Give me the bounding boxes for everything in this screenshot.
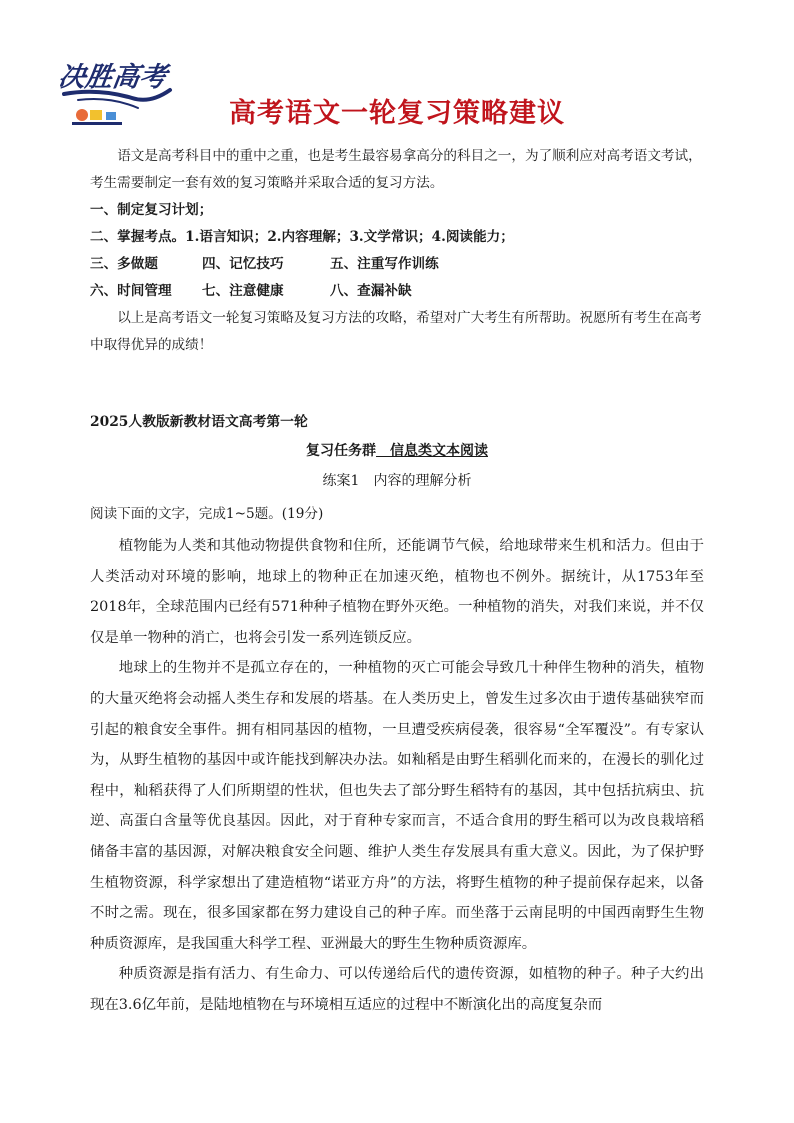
outline-item-7: 七、注意健康 [202,283,284,299]
task-group-prefix: 复习任务群 [306,443,376,459]
page-title: 高考语文一轮复习策略建议 [229,98,565,129]
intro-paragraph: 语文是高考科目中的重中之重，也是考生最容易拿高分的科目之一，为了顺利应对高考语文考试，考生需要制定一套有效的复习策略并采取合适的复习方法。 [90,148,702,191]
outline-item-2: 二、掌握考点。1.语言知识；2.内容理解；3.文学常识；4.阅读能力； [90,229,514,245]
lesson-title: 练案1 内容的理解分析 [322,473,472,489]
outline-item-4: 四、记忆技巧 [202,256,284,272]
closing-paragraph: 以上是高考语文一轮复习策略及复习方法的攻略，希望对广大考生有所帮助。祝愿所有考生在高考中取得优异的成绩！ [90,310,702,353]
outline-item-6: 六、时间管理 [90,283,172,299]
intro-section [90,143,704,359]
passage-paragraph-3: 种质资源是指有活力、有生命力、可以传递给后代的遗传资源，如植物的种子。种子大约出现在3.6亿年前，是陆地植物在与环境相互适应的过程中不断演化出的高度复杂而 [90,966,704,1013]
outline-row-4 [90,278,704,305]
outline-item-3: 三、多做题 [90,256,158,272]
reading-passage [90,531,704,1021]
logo-text: 决胜高考 [58,62,169,93]
task-group-title [0,440,794,460]
instruction: 阅读下面的文字，完成1~5题。(19分) [90,506,324,522]
outline-item-1: 一、制定复习计划； [90,202,213,218]
series-title: 2025人教版新教材语文高考第一轮 [90,414,308,430]
passage-paragraph-2: 地球上的生物并不是孤立存在的，一种植物的灭亡可能会导致几十种伴生物种的消失，植物的大量灭绝将会动摇人类生存和发展的塔基。在人类历史上，曾发生过多次由于遗传基础狭窄而引起的粮食安全事件。拥有相同基因的植物，一旦遭受疾病侵袭，很容易“全军覆没”。有专家认为，从野生植物的基因中或许能找到解决办法。如籼稻是由野生稻驯化而来的，在漫长的驯化过程中，籼稻获得了人们所期望的性状，但也失去了部分野生稻特有的基因，其中包括抗病虫、抗逆、高蛋白含量等优良基因。因此，对于育种专家而言，不适合食用的野生稻可以为改良栽培稻储备丰富的基因源，对解决粮食安全问题、维护人类生存发展具有重大意义。因此，为了保护野生植物资源，科学家想出了建造植物“诺亚方舟”的方法，将野生植物的种子提前保存起来，以备不时之需。现在，很多国家都在努力建设自己的种子库。而坐落于云南昆明的中国西南野生生物种质资源库，是我国重大科学工程、亚洲最大的野生生物种质资源库。 [90,660,704,952]
passage-paragraph-1: 植物能为人类和其他动物提供食物和住所，还能调节气候，给地球带来生机和活力。但由于人类活动对环境的影响，地球上的物种正在加速灭绝，植物也不例外。据统计，从1753年至2018年，全球范围内已经有571种种子植物在野外灭绝。一种植物的消失，对我们来说，并不仅仅是单一物种的消亡，也将会引发一系列连锁反应。 [90,538,704,646]
outline-item-8: 八、查漏补缺 [330,283,412,299]
outline-row-3 [90,251,704,278]
outline-item-5: 五、注重写作训练 [330,256,439,272]
task-group-name: 信息类文本阅读 [390,443,488,459]
